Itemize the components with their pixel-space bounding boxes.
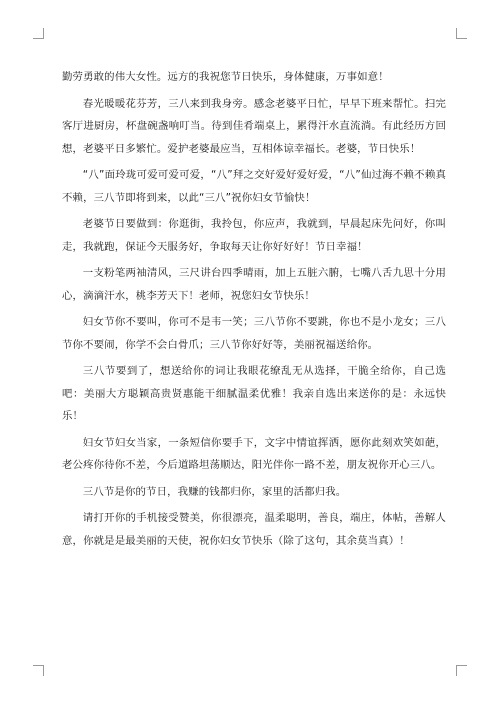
paragraph: 一支粉笔两袖清风，三尺讲台四季晴雨，加上五脏六腑，七嘴八舌九思十分用心，滴滴汗水，桃李芳天下！老师，祝您妇女节快乐！ <box>62 267 446 302</box>
crop-mark-top-left <box>33 28 44 39</box>
crop-mark-top-right <box>456 28 467 39</box>
paragraph: 妇女节妇女当家，一条短信你要手下，文字中情谊挥洒，愿你此刻欢笑如葩，老公疼你待你不差，今后道路坦荡顺达，阳光伴你一路不差，朋友祝你开心三八。 <box>62 436 446 471</box>
crop-mark-bottom-right <box>456 665 467 676</box>
paragraph: 三八节要到了，想送给你的词让我眼花缭乱无从选择，干脆全给你，自己选吧：美丽大方聪颖高贵贤惠能干细腻温柔优雅！我亲自选出来送你的是：永远快乐！ <box>62 365 446 422</box>
paragraph: 老婆节日要做到：你逛街，我拎包，你应声，我就到，早晨起床先问好，你叫走，我就跑，保证今天服务好，争取每天让你好好好！节日幸福！ <box>62 218 446 253</box>
paragraph: 妇女节你不要叫，你可不是韦一笑；三八节你不要跳，你也不是小龙女；三八节你不要闹，你学不会白骨爪；三八节你好好等，美丽祝福送给你。 <box>62 316 446 351</box>
paragraph: 勤劳勇敢的伟大女性。远方的我祝您节日快乐，身体健康，万事如意！ <box>62 71 389 83</box>
document-body <box>62 66 446 552</box>
crop-mark-bottom-left <box>33 665 44 676</box>
paragraph: 三八节是你的节日，我赚的钱都归你，家里的活都归我。 <box>82 485 347 498</box>
paragraph: “八”面玲珑可爱可爱可爱，“八”拜之交好爱好爱好爱，“八”仙过海不赖不赖真不赖，三八节即将到来，以此“三八”祝你妇女节愉快！ <box>62 169 446 204</box>
paragraph: 春光暖暖花芬芳，三八来到我身旁。感念老婆平日忙，早早下班来帮忙。扫完客厅进厨房，杯盘碗盏响叮当。待到佳肴端桌上，累得汗水直流淌。有此经历方回想，老婆平日多繁忙。爱护老婆最应当，互相体谅幸福长。老婆，节日快乐！ <box>62 97 446 155</box>
paragraph: 请打开你的手机接受赞美，你很漂亮，温柔聪明，善良，端庄，体帖，善解人意，你就是是最美丽的天使，祝你妇女节快乐（除了这句，其余莫当真）！ <box>62 512 446 547</box>
